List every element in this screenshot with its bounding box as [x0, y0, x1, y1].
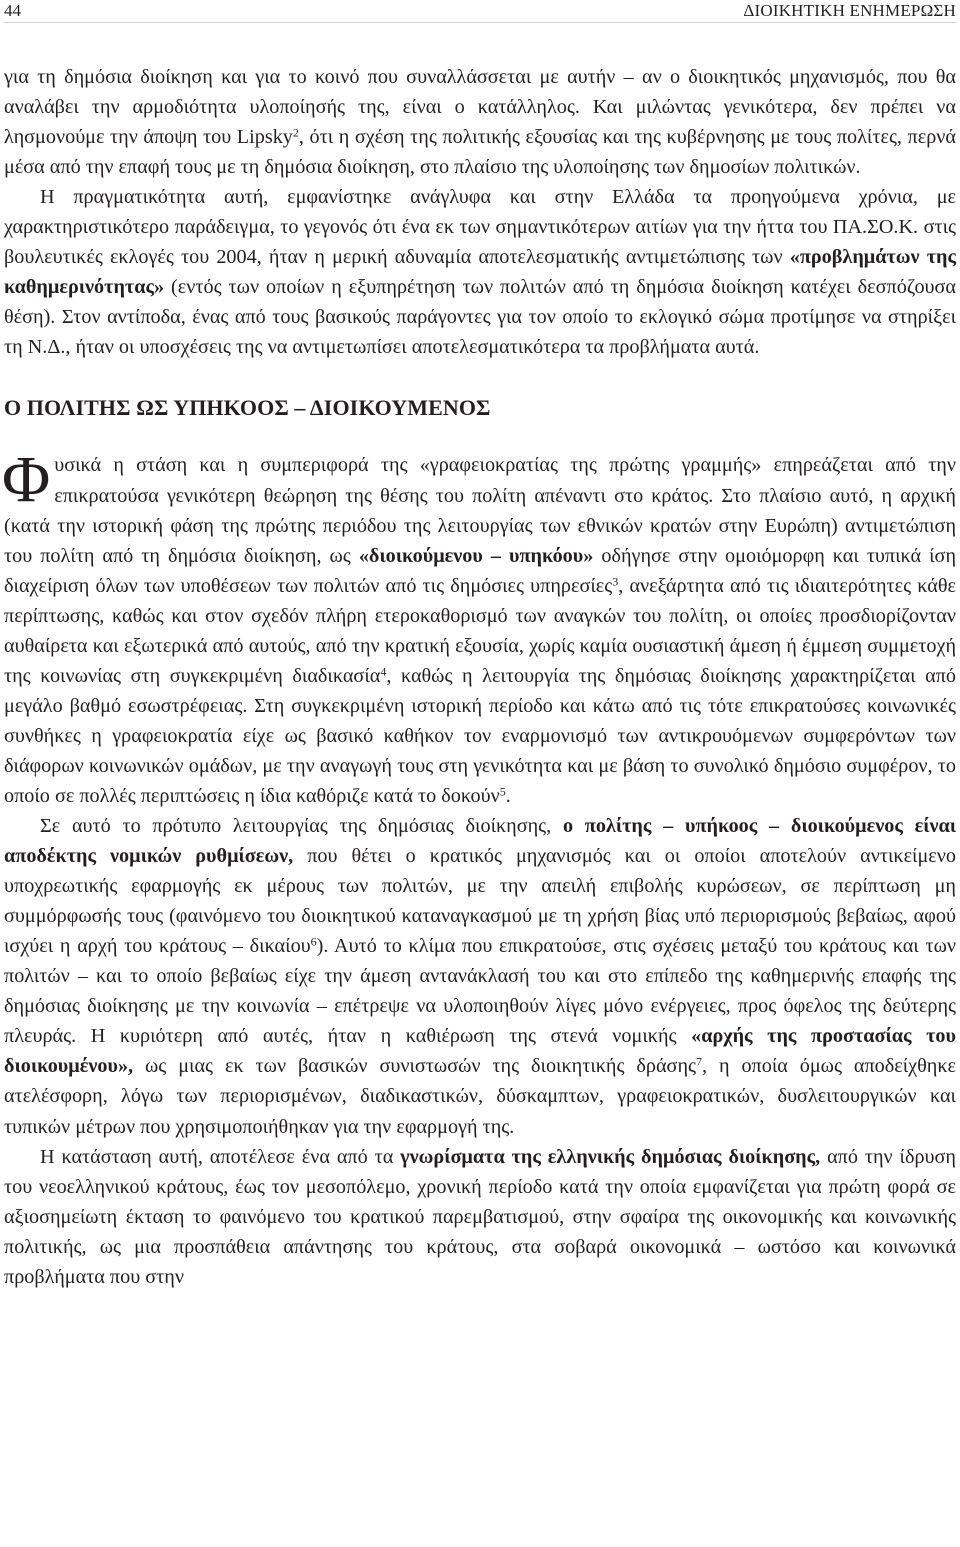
emphasis: γνωρίσματα της ελληνικής δημόσιας διοίκησης,	[400, 1145, 821, 1168]
footnote-ref-6[interactable]: 6	[310, 934, 317, 949]
page-header	[4, 0, 956, 23]
paragraph-3: Φυσικά η στάση και η συμπεριφορά της «γραφειοκρατίας της πρώτης γραμμής» επηρεάζεται από την επικρατούσα γενικότερη θεώρηση της θέσης του πολίτη απέναντι στο κράτος. Στο πλαίσιο αυτό, η αρχική (κατά την ιστορική φάση της πρώτης περιόδου της λειτουργίας των εθνικών κρατών στην Ευρώπη) αντιμετώπιση του πολίτη από τη δημόσια διοίκηση, ως «διοικούμενου – υπηκόου» οδήγησε στην ομοιόμορφη και τυπικά ίση διαχείριση όλων των υποθέσεων των πολιτών από τις δημόσιες υπηρεσίες$^3$, ανεξάρτητα από τις ιδιαιτερότητες κάθε περίπτωσης, καθώς και στον σχεδόν πλήρη ετεροκαθορισμό των αναγκών του πολίτη, οι οποίες προσδιορίζονταν αυθαίρετα και εξωτερικά από αυτούς, από την κρατική εξουσία, χωρίς καμία ουσιαστική άμεση ή έμμεση συμμετοχή της κοινωνίας στη συγκεκριμένη διαδικασία$^4$, καθώς η λειτουργία της δημόσιας διοίκησης χαρακτηρίζεται από μεγάλο βαθμό εσωστρέφειας. Στη συγκεκριμένη ιστορική περίοδο και κάτω από τις τότε επικρατούσες κοινωνικές συνθήκες η γραφειοκρατία είχε ως βασικό καθήκον τον εναρμονισμό των αντικρουόμενων συμφερόντων των διάφορων κοινωνικών ομάδων, με την αναγωγή τους στη γενικότητα και με βάση το συνολικό δημόσιο συμφέρον, το οποίο σε πολλές περιπτώσεις η ίδια καθόριζε κατά το δοκούν$^5$.	[2, 443, 956, 807]
emphasis: «αρχής της προστασίας του διοικουμένου»,	[4, 1025, 957, 1078]
footnote-ref-7[interactable]: 7	[696, 1054, 702, 1069]
footnote-ref-4[interactable]: 4	[380, 664, 387, 679]
paragraph-2: Η πραγματικότητα αυτή, εμφανίστηκε ανάγλυφα και στην Ελλάδα τα προηγούμενα χρόνια, με χαρακτηριστικότερο παράδειγμα, το γεγονός ότι ένα εκ των σημαντικότερων αιτίων για την ήττα του ΠΑ.ΣΟ.Κ. στις βουλευτικές εκλογές του 2004, ήταν η μερική αδυναμία αποτελεσματικής αντιμετώπισης των «προβλημάτων της καθημερινότητας» (εντός των οποίων η εξυπηρέτηση των πολιτών από τη δημόσια διοίκηση κατέχει δεσπόζουσα θέση). Στον αντίποδα, ένας από τους βασικούς παράγοντες για τον οποίο το εκλογικό σώμα προτίμησε να στηρίξει τη Ν.Δ., ήταν οι υποσχέσεις της να αντιμετωπίσει αποτελεσματικότερα τα προβλήματα αυτά.	[4, 186, 956, 359]
section-heading: Ο ΠΟΛΙΤΗΣ ΩΣ ΥΠΗΚΟΟΣ – ΔΙΟΙΚΟΥΜΕΝΟΣ	[4, 395, 491, 421]
footnote-ref-3[interactable]: 3	[612, 574, 619, 589]
page-body	[4, 62, 956, 1292]
emphasis: ο πολίτης – υπήκοος – διοικούμενος είναι αποδέκτης νομικών ρυθμίσεων,	[4, 815, 956, 868]
page-number: 44	[4, 1, 21, 20]
paragraph-5: Η κατάσταση αυτή, αποτέλεσε ένα από τα γνωρίσματα της ελληνικής δημόσιας διοίκησης, από την ίδρυση του νεοελληνικού κράτους, έως τον μεσοπόλεμο, χρονική περίοδο κατά την οποία εμφανίζεται για πρώτη φορά σε αξιοσημείωτη έκταση το φαινόμενο του κρατικού παρεμβατισμού, στην σφαίρα της οικονομικής και κοινωνικής πολιτικής, ως μια προσπάθεια απάντησης του κράτους, στα σοβαρά οικονομικά – ωστόσο και κοινωνικά προβλήματα που στην	[4, 1145, 956, 1288]
paragraph-1: για τη δημόσια διοίκηση και για το κοινό που συναλλάσσεται με αυτήν – αν ο διοικητικός μηχανισμός, που θα αναλάβει την αρμοδιότητα υλοποίησής της, είναι ο κατάλληλος. Και μιλώντας γενικότερα, δεν πρέπει να λησμονούμε την άποψη του Lipsky$^2$, ότι η σχέση της πολιτικής εξουσίας και της κυβέρνησης με τους πολίτες, περνά μέσα από την επαφή τους με τη δημόσια διοίκηση, στο πλαίσιο της υλοποίησης των δημοσίων πολιτικών.	[4, 66, 956, 179]
drop-cap: Φ	[2, 443, 51, 517]
paragraph-4: Σε αυτό το πρότυπο λειτουργίας της δημόσιας διοίκησης, ο πολίτης – υπήκοος – διοικούμενος είναι αποδέκτης νομικών ρυθμίσεων, που θέτει ο κρατικός μηχανισμός και οι οποίοι αποτελούν αντικείμενο υποχρεωτικής εφαρμογής εκ μέρους των πολιτών, με την απειλή επιβολής κυρώσεων, σε περίπτωση μη συμμόρφωσής τους (φαινόμενο του διοικητικού καταναγκασμού με τη χρήση βίας υπό περιορισμούς βεβαίως, αφού ισχύει η αρχή του κράτους – δικαίου$^6$). Αυτό το κλίμα που επικρατούσε, στις σχέσεις μεταξύ του κράτους και των πολιτών – και το οποίο βεβαίως είχε την άμεση αντανάκλασή του και στο επίπεδο της καθημερινής επαφής της δημόσιας διοίκησης με την κοινωνία – επέτρεψε να υλοποιηθούν λίγες μόνο ενέργειες, προς όφελος της δεύτερης πλευράς. Η κυριότερη από αυτές, ήταν η καθιέρωση της στενά νομικής «αρχής της προστασίας του διοικουμένου», ως μιας εκ των βασικών συνιστωσών της διοικητικής δράσης$^7$, η οποία όμως αποδείχθηκε ατελέσφορη, λόγω των περιορισμένων, διαδικαστικών, δύσκαμπτων, γραφειοκρατικών, δυσλειτουργικών και τυπικών μέτρων που χρησιμοποιήθηκαν για την εφαρμογή της.	[4, 815, 957, 1138]
footnote-ref-2[interactable]: 2	[292, 125, 299, 140]
footnote-ref-5[interactable]: 5	[499, 784, 506, 799]
emphasis: «προβλημάτων της καθημερινότητας»	[4, 246, 956, 299]
emphasis: «διοικούμενου – υπηκόου»	[358, 544, 594, 567]
running-title: ΔΙΟΙΚΗΤΙΚΗ ΕΝΗΜΕΡΩΣΗ	[743, 1, 956, 20]
